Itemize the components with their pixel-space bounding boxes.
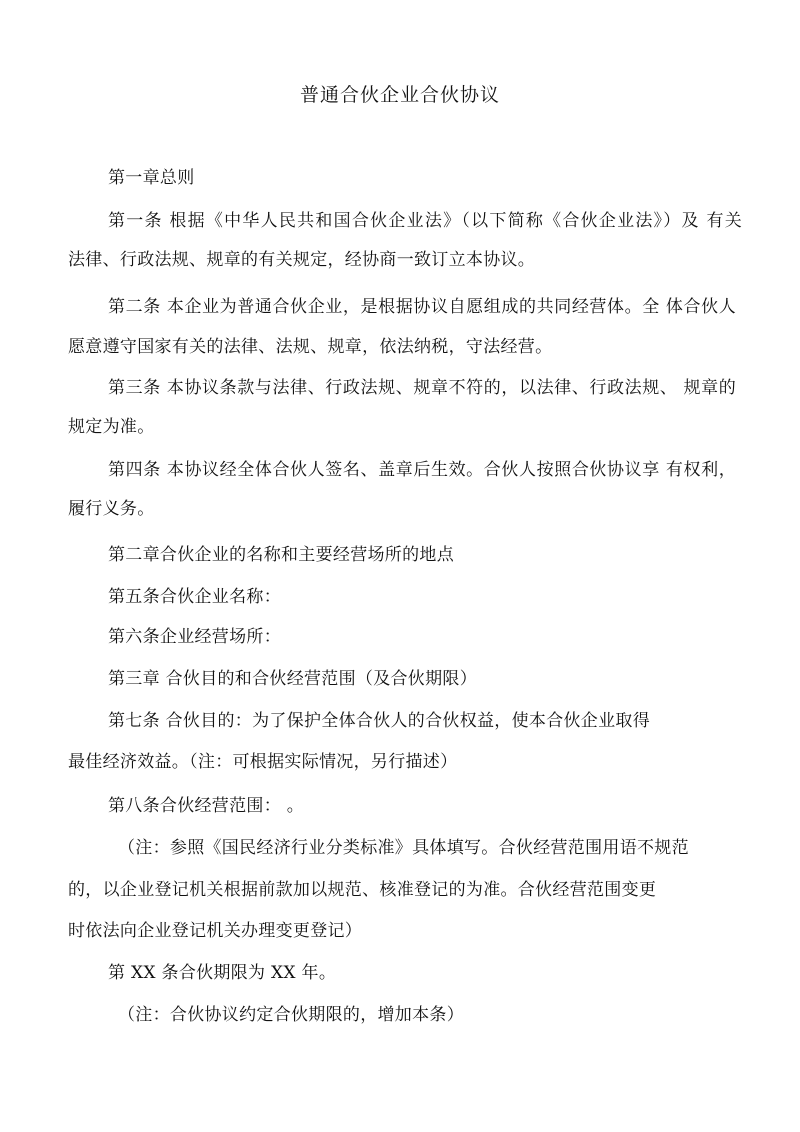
article-1-line-2: 法律、行政法规、规章的有关规定，经协商一致订立本协议。 <box>68 250 536 270</box>
chapter-3-heading: 第三章 合伙目的和合伙经营范围（及合伙期限） <box>108 669 478 689</box>
article-term-note: （注：合伙协议约定合伙期限的，增加本条） <box>118 1005 464 1025</box>
article-8-note-line-2: 的，以企业登记机关根据前款加以规范、核准登记的为准。合伙经营范围变更 <box>68 880 657 900</box>
article-4-line-2: 履行义务。 <box>68 499 155 519</box>
article-term: 第 XX 条合伙期限为 XX 年。 <box>108 963 337 983</box>
article-3-line-2: 规定为准。 <box>68 417 155 437</box>
article-8: 第八条合伙经营范围： 。 <box>108 796 305 816</box>
chapter-1-heading: 第一章总则 <box>108 168 195 188</box>
article-3-line-1: 第三条 本协议条款与法律、行政法规、规章不符的，以法律、行政法规、 规章的 <box>108 378 736 398</box>
article-2-line-1: 第二条 本企业为普通合伙企业，是根据协议自愿组成的共同经营体。全 体合伙人 <box>108 297 736 317</box>
article-2-line-2: 愿意遵守国家有关的法律、法规、规章，依法纳税，守法经营。 <box>68 337 553 357</box>
article-7-line-2: 最佳经济效益。（注：可根据实际情况，另行描述） <box>68 752 458 772</box>
article-5: 第五条合伙企业名称： <box>108 587 281 607</box>
article-7-line-1: 第七条 合伙目的：为了保护全体合伙人的合伙权益，使本合伙企业取得 <box>108 711 651 731</box>
chapter-2-heading: 第二章合伙企业的名称和主要经营场所的地点 <box>108 545 454 565</box>
document-title: 普通合伙企业合伙协议 <box>299 84 500 106</box>
article-8-note-line-3: 时依法向企业登记机关办理变更登记） <box>68 921 363 941</box>
article-4-line-1: 第四条 本协议经全体合伙人签名、盖章后生效。合伙人按照合伙协议享 有权利， <box>108 460 736 480</box>
article-6: 第六条企业经营场所： <box>108 627 281 647</box>
article-1-line-1: 第一条 根据《中华人民共和国合伙企业法》（以下简称《合伙企业法》）及 有关 <box>108 211 742 231</box>
article-8-note-line-1: （注：参照《国民经济行业分类标准》具体填写。合伙经营范围用语不规范 <box>118 838 689 858</box>
